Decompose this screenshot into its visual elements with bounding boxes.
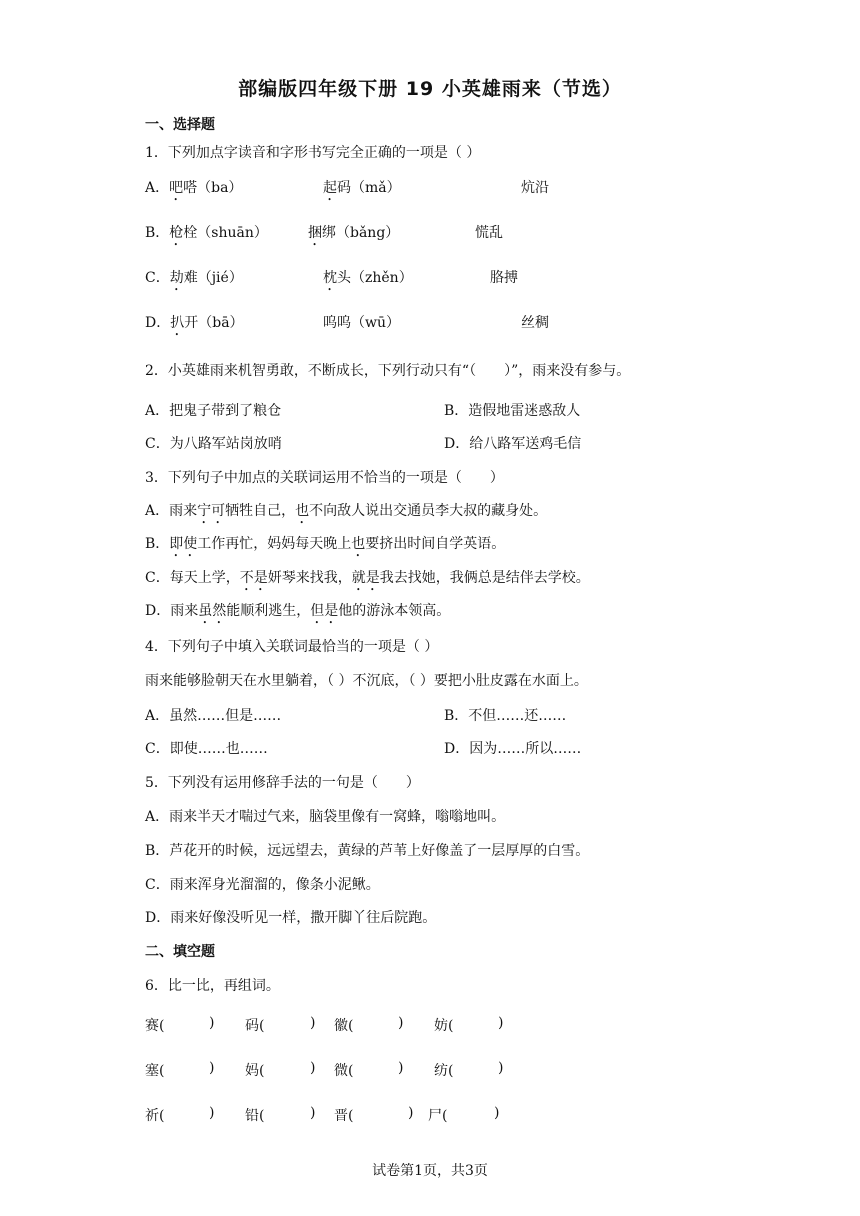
page-footer: 试卷第1页，共3页 (372, 1163, 488, 1179)
q1-option-b-word2: 捆绑（bǎng） (308, 225, 400, 241)
blank-close: ) (498, 1015, 504, 1031)
question-2-stem: 2．小英雄雨来机智勇敢，不断成长，下列行动只有“（ ）”，雨来没有参与。 (145, 363, 631, 379)
emphasized-word: 虽然 (198, 603, 227, 619)
question-1-stem: 1．下列加点字读音和字形书写完全正确的一项是（ ） (145, 145, 481, 161)
blank-close: ) (209, 1105, 215, 1121)
emphasized-char: 枪 (169, 225, 184, 241)
emphasized-char: 扒 (170, 315, 185, 331)
char-prompt: 纺( (434, 1063, 454, 1079)
q5-option-a: A．雨来半天才喘过气来，脑袋里像有一窝蜂，嗡嗡地叫。 (145, 809, 506, 825)
emphasized-word: 也 (295, 503, 310, 519)
q4-sentence: 雨来能够脸朝天在水里躺着，（ ）不沉底，（ ）要把小肚皮露在水面上。 (145, 673, 588, 689)
char-prompt: 尸( (428, 1108, 448, 1124)
char-prompt: 晋( (334, 1108, 354, 1124)
char-prompt: 妈( (245, 1063, 265, 1079)
blank-close: ) (398, 1015, 404, 1031)
emphasized-word: 但是 (310, 603, 339, 619)
emphasized-word: 就是 (351, 570, 380, 586)
q4-option-a: A．虽然……但是…… (145, 708, 282, 724)
emphasized-word: 宁可 (197, 503, 226, 519)
emphasized-word: 不是 (239, 570, 268, 586)
blank-close: ) (498, 1060, 504, 1076)
q3-option-a: A．雨来宁可牺牲自己，也不向敌人说出交通员李大叔的藏身处。 (145, 503, 548, 519)
emphasized-word: 即使 (169, 536, 198, 552)
q1-option-b-word3: 慌乱 (475, 225, 503, 241)
q1-option-d-word2: 呜呜（wū） (323, 315, 400, 331)
q3-option-b: B．即使工作再忙，妈妈每天晚上也要挤出时间自学英语。 (145, 536, 506, 552)
blank-close: ) (310, 1105, 316, 1121)
q2-option-a: A．把鬼子带到了粮仓 (145, 403, 282, 419)
emphasized-char: 起 (323, 180, 337, 196)
q1-option-d-word3: 丝稠 (521, 315, 549, 331)
q2-option-d: D．给八路军送鸡毛信 (444, 436, 582, 452)
emphasized-char: 捆 (308, 225, 322, 241)
q3-option-d: D．雨来虽然能顺利逃生，但是他的游泳本领高。 (145, 603, 451, 619)
blank-close: ) (209, 1060, 215, 1076)
char-prompt: 祈( (145, 1108, 165, 1124)
q4-option-c: C．即使……也…… (145, 741, 268, 757)
question-6-stem: 6．比一比，再组词。 (145, 978, 280, 994)
q1-option-c-word2: 枕头（zhěn） (323, 270, 413, 286)
blank-close: ) (398, 1060, 404, 1076)
char-prompt: 铅( (245, 1108, 265, 1124)
q1-option-a-word3: 炕沿 (521, 180, 549, 196)
question-4-stem: 4．下列句子中填入关联词最恰当的一项是（ ） (145, 639, 439, 655)
q5-option-b: B．芦花开的时候，远远望去，黄绿的芦苇上好像盖了一层厚厚的白雪。 (145, 843, 590, 859)
blank-close: ) (494, 1105, 500, 1121)
blank-close: ) (209, 1015, 215, 1031)
emphasized-char: 吧 (169, 180, 184, 196)
char-prompt: 赛( (145, 1018, 165, 1034)
emphasized-char: 枕 (323, 270, 337, 286)
q1-option-c: C．劫难（jié） (145, 270, 243, 286)
emphasized-word: 也 (351, 536, 366, 552)
question-5-stem: 5．下列没有运用修辞手法的一句是（ ） (145, 775, 420, 791)
q1-option-a: A．吧嗒（ba） (145, 180, 243, 196)
section-heading-choice: 一、选择题 (145, 117, 215, 133)
question-3-stem: 3．下列句子中加点的关联词运用不恰当的一项是（ ） (145, 470, 504, 486)
q4-option-d: D．因为……所以…… (444, 741, 582, 757)
char-prompt: 微( (334, 1063, 354, 1079)
char-prompt: 塞( (145, 1063, 165, 1079)
q1-option-b: B．枪栓（shuān） (145, 225, 268, 241)
q4-option-b: B．不但……还…… (444, 708, 567, 724)
blank-close: ) (310, 1015, 316, 1031)
q5-option-d: D．雨来好像没听见一样，撒开脚丫往后院跑。 (145, 910, 437, 926)
emphasized-char: 劫 (169, 270, 184, 286)
char-prompt: 妨( (434, 1018, 454, 1034)
section-heading-fill: 二、填空题 (145, 944, 215, 960)
q5-option-c: C．雨来浑身光溜溜的，像条小泥鳅。 (145, 877, 380, 893)
q1-option-d: D．扒开（bā） (145, 315, 244, 331)
blank-close: ) (408, 1105, 414, 1121)
q1-option-c-word3: 胳搏 (490, 270, 518, 286)
blank-close: ) (310, 1060, 316, 1076)
char-prompt: 徽( (334, 1018, 354, 1034)
q3-option-c: C．每天上学，不是妍琴来找我，就是我去找她，我俩总是结伴去学校。 (145, 570, 590, 586)
q2-option-b: B．造假地雷迷惑敌人 (444, 403, 581, 419)
q2-option-c: C．为八路军站岗放哨 (145, 436, 282, 452)
q1-option-a-word2: 起码（mǎ） (323, 180, 401, 196)
page-title: 部编版四年级下册 19 小英雄雨来（节选） (238, 78, 622, 100)
char-prompt: 码( (245, 1018, 265, 1034)
